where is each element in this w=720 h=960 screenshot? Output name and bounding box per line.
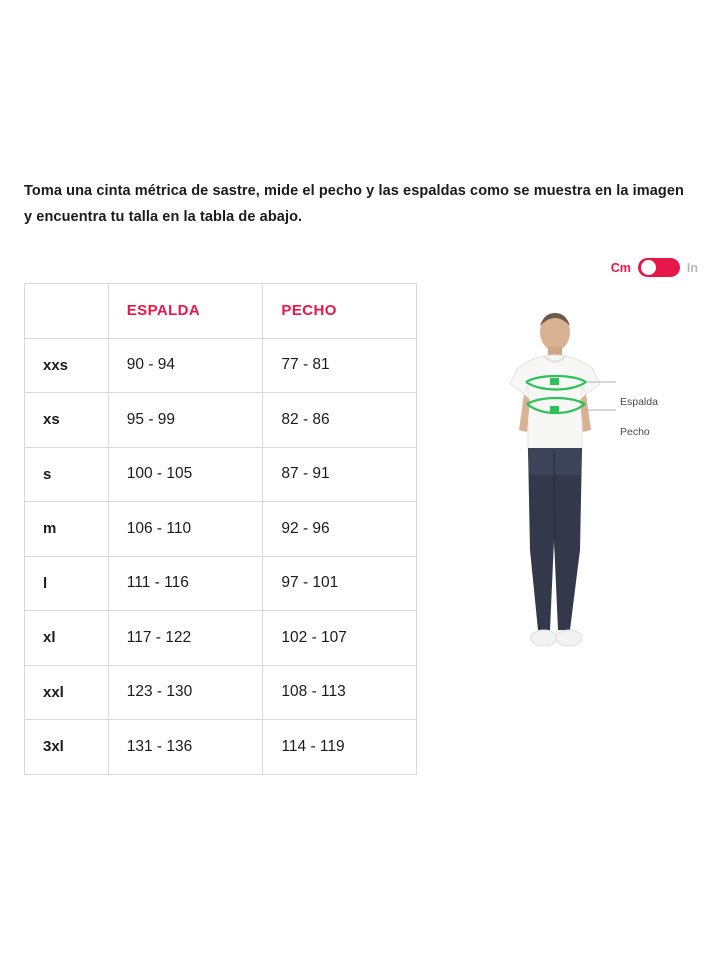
cell-espalda: 90 - 94 (108, 338, 263, 393)
cell-pecho: 87 - 91 (263, 447, 417, 502)
label-pecho: Pecho (620, 426, 650, 438)
cell-size: 3xl (25, 720, 109, 775)
label-espalda: Espalda (620, 396, 658, 408)
table-row (25, 502, 417, 557)
table-row (25, 556, 417, 611)
tape-back-buckle (550, 378, 559, 385)
instructions-line-1: Toma una cinta métrica de sastre, mide el pecho y las espaldas como se muestra en la imagen (24, 183, 684, 199)
table-row (25, 338, 417, 393)
column-header-espalda: ESPALDA (108, 284, 263, 339)
table-row (25, 665, 417, 720)
size-table (24, 283, 417, 775)
cell-pecho: 77 - 81 (263, 338, 417, 393)
cell-pecho: 102 - 107 (263, 611, 417, 666)
cell-size: s (25, 447, 109, 502)
unit-label-cm[interactable]: Cm (610, 260, 631, 275)
table-row (25, 447, 417, 502)
cell-pecho: 97 - 101 (263, 556, 417, 611)
column-header-size (25, 284, 109, 339)
cell-espalda: 100 - 105 (108, 447, 263, 502)
cell-espalda: 111 - 116 (108, 556, 263, 611)
instructions-line-2: y encuentra tu talla en la tabla de abajo. (24, 209, 303, 225)
cell-size: xs (25, 393, 109, 448)
unit-switch-knob (641, 260, 656, 275)
unit-switch[interactable] (638, 258, 680, 277)
cell-espalda: 117 - 122 (108, 611, 263, 666)
cell-pecho: 92 - 96 (263, 502, 417, 557)
cell-espalda: 123 - 130 (108, 665, 263, 720)
cell-espalda: 131 - 136 (108, 720, 263, 775)
unit-toggle[interactable] (611, 258, 698, 277)
cell-pecho: 114 - 119 (263, 720, 417, 775)
cell-pecho: 108 - 113 (263, 665, 417, 720)
cell-espalda: 95 - 99 (108, 393, 263, 448)
cell-size: l (25, 556, 109, 611)
cell-size: m (25, 502, 109, 557)
measurement-illustration (470, 300, 720, 720)
cell-pecho: 82 - 86 (263, 393, 417, 448)
tape-chest-buckle (550, 406, 559, 413)
size-table-head (25, 284, 417, 339)
table-header-row (25, 284, 417, 339)
size-table-body (25, 338, 417, 774)
table-row (25, 393, 417, 448)
unit-label-in[interactable]: In (686, 260, 698, 275)
model-photo (470, 300, 720, 720)
cell-size: xxl (25, 665, 109, 720)
cell-size: xl (25, 611, 109, 666)
table-row (25, 611, 417, 666)
instructions-text (24, 178, 704, 230)
column-header-pecho: PECHO (263, 284, 417, 339)
table-row (25, 720, 417, 775)
cell-size: xxs (25, 338, 109, 393)
cell-espalda: 106 - 110 (108, 502, 263, 557)
